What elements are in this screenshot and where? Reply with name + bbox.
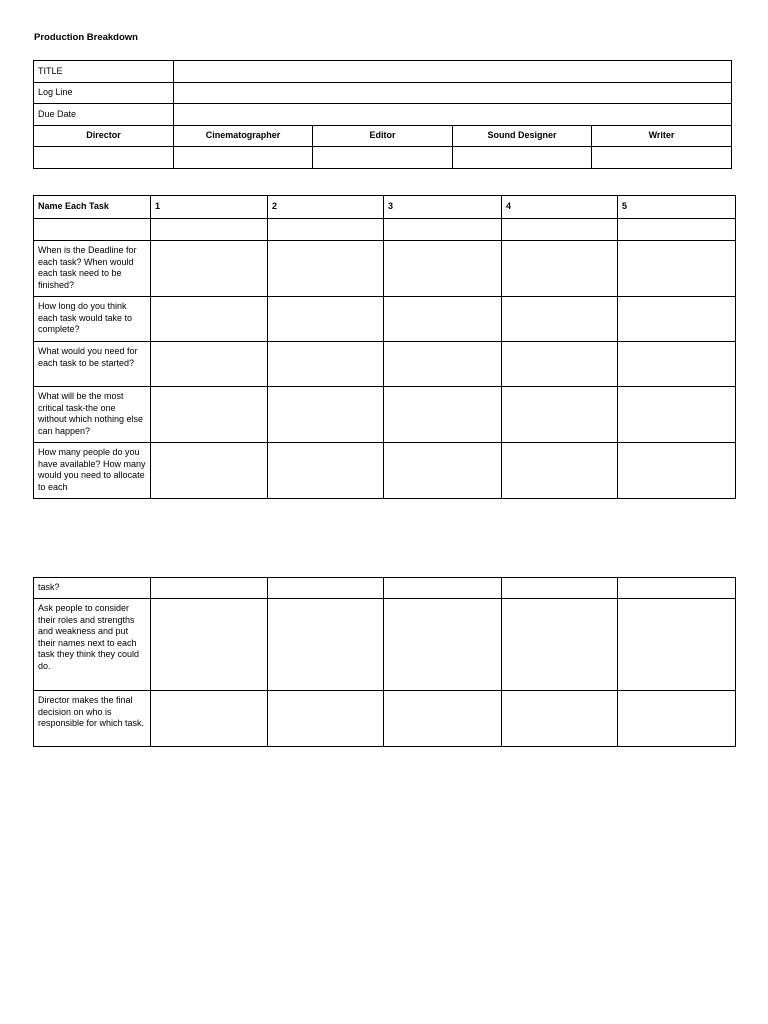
sound-designer-field[interactable] (453, 147, 592, 169)
answer-cell[interactable] (502, 297, 618, 342)
answer-cell[interactable] (618, 599, 736, 691)
answer-cell[interactable] (151, 578, 268, 599)
task-table-continued (33, 577, 736, 747)
answer-cell[interactable] (151, 387, 268, 443)
answer-cell[interactable] (502, 342, 618, 387)
answer-cell[interactable] (268, 578, 384, 599)
writer-field[interactable] (592, 147, 732, 169)
answer-cell[interactable] (384, 297, 502, 342)
answer-cell[interactable] (384, 342, 502, 387)
answer-cell[interactable] (151, 342, 268, 387)
column-header: 5 (618, 196, 736, 219)
task-cell[interactable] (268, 219, 384, 241)
logline-label: Log Line (34, 82, 174, 104)
task-name-row (34, 219, 736, 241)
cinematographer-field[interactable] (174, 147, 313, 169)
task-table (33, 195, 736, 499)
crew-names-row (34, 147, 732, 169)
answer-cell[interactable] (384, 443, 502, 499)
crew-header-row (34, 125, 732, 147)
column-header: 1 (151, 196, 268, 219)
answer-cell[interactable] (384, 691, 502, 747)
question-row (34, 241, 736, 297)
answer-cell[interactable] (151, 241, 268, 297)
task-header-row (34, 196, 736, 219)
column-header: 2 (268, 196, 384, 219)
sound-designer-header: Sound Designer (453, 125, 592, 147)
answer-cell[interactable] (384, 241, 502, 297)
answer-cell[interactable] (268, 342, 384, 387)
column-header: 4 (502, 196, 618, 219)
production-info-table (33, 60, 732, 169)
answer-cell[interactable] (151, 691, 268, 747)
answer-cell[interactable] (618, 342, 736, 387)
question-row (34, 691, 736, 747)
question-label: How many people do you have available? How many would you need to allocate to each (34, 443, 151, 499)
answer-cell[interactable] (268, 387, 384, 443)
director-field[interactable] (34, 147, 174, 169)
answer-cell[interactable] (502, 443, 618, 499)
task-cell[interactable] (151, 219, 268, 241)
task-header-label: Name Each Task (34, 196, 151, 219)
answer-cell[interactable] (618, 578, 736, 599)
writer-header: Writer (592, 125, 732, 147)
answer-cell[interactable] (384, 599, 502, 691)
question-row (34, 443, 736, 499)
answer-cell[interactable] (384, 387, 502, 443)
question-label: task? (34, 578, 151, 599)
editor-header: Editor (313, 125, 453, 147)
answer-cell[interactable] (151, 599, 268, 691)
question-row (34, 599, 736, 691)
task-cell[interactable] (502, 219, 618, 241)
cinematographer-header: Cinematographer (174, 125, 313, 147)
question-label: When is the Deadline for each task? When would each task need to be finished? (34, 241, 151, 297)
title-row (34, 61, 732, 83)
question-row (34, 387, 736, 443)
task-cell[interactable] (618, 219, 736, 241)
question-label: What will be the most critical task-the one without which nothing else can happen? (34, 387, 151, 443)
logline-field[interactable] (174, 82, 732, 104)
title-label: TITLE (34, 61, 174, 83)
answer-cell[interactable] (384, 578, 502, 599)
answer-cell[interactable] (268, 297, 384, 342)
answer-cell[interactable] (151, 297, 268, 342)
task-cell[interactable] (384, 219, 502, 241)
answer-cell[interactable] (268, 241, 384, 297)
answer-cell[interactable] (502, 691, 618, 747)
question-label: How long do you think each task would take to complete? (34, 297, 151, 342)
empty-cell[interactable] (34, 219, 151, 241)
due-date-row (34, 104, 732, 126)
answer-cell[interactable] (268, 443, 384, 499)
answer-cell[interactable] (618, 387, 736, 443)
answer-cell[interactable] (618, 297, 736, 342)
answer-cell[interactable] (618, 241, 736, 297)
question-label: Ask people to consider their roles and strengths and weakness and put their names next to each task they think they could do. (34, 599, 151, 691)
page-title: Production Breakdown (34, 32, 138, 43)
editor-field[interactable] (313, 147, 453, 169)
answer-cell[interactable] (268, 691, 384, 747)
due-date-field[interactable] (174, 104, 732, 126)
title-field[interactable] (174, 61, 732, 83)
answer-cell[interactable] (502, 387, 618, 443)
logline-row (34, 82, 732, 104)
question-row (34, 342, 736, 387)
answer-cell[interactable] (151, 443, 268, 499)
answer-cell[interactable] (502, 241, 618, 297)
question-row (34, 578, 736, 599)
question-label: Director makes the final decision on who is responsible for which task. (34, 691, 151, 747)
director-header: Director (34, 125, 174, 147)
question-label: What would you need for each task to be started? (34, 342, 151, 387)
answer-cell[interactable] (502, 599, 618, 691)
question-row (34, 297, 736, 342)
answer-cell[interactable] (618, 443, 736, 499)
column-header: 3 (384, 196, 502, 219)
answer-cell[interactable] (268, 599, 384, 691)
answer-cell[interactable] (502, 578, 618, 599)
answer-cell[interactable] (618, 691, 736, 747)
due-date-label: Due Date (34, 104, 174, 126)
